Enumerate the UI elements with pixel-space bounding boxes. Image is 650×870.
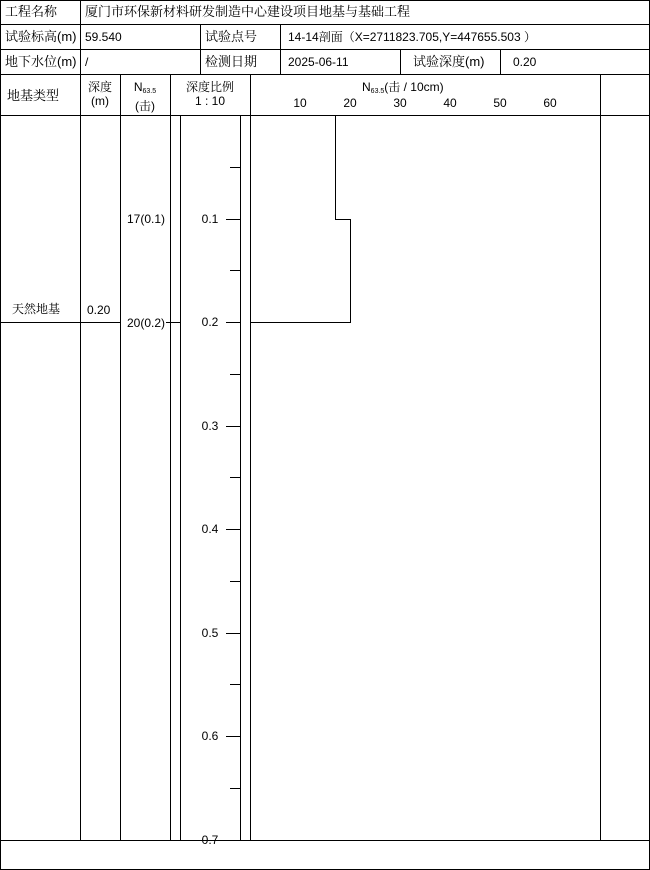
depth-tick-label-0.5: 0.5 (201, 625, 219, 640)
test-depth-value: 0.20 (513, 55, 537, 69)
depth-tick-label-0.7: 0.7 (201, 832, 219, 847)
chart-title-unit: (击 / 10cm) (384, 80, 444, 94)
blow-count-entry-1: 17(0.1) (127, 212, 166, 226)
test-date-value: 2025-06-11 (288, 55, 349, 69)
depth-header (80, 80, 120, 108)
groundwater-value: / (85, 55, 89, 69)
blow-count-entry-2: 20(0.2) (127, 316, 166, 330)
x-tick-label-60: 60 (543, 96, 557, 110)
depth-tick-label-0.4: 0.4 (201, 522, 219, 536)
depth-tick-label-0.1: 0.1 (201, 211, 219, 226)
x-tick-label-40: 40 (443, 96, 457, 110)
depth-header-title: 深度 (87, 80, 112, 94)
test-depth-label: 试验深度(m) (413, 54, 485, 69)
blow-count-unit: (击) (135, 99, 155, 113)
soil-type-header: 地基类型 (7, 88, 60, 103)
x-tick-label-10: 10 (293, 96, 307, 110)
test-date-label: 检测日期 (205, 54, 258, 69)
layer-bottom-depth: 0.20 (87, 303, 111, 317)
chart-title-symbol: N (362, 80, 371, 94)
blow-count-step-line (251, 116, 351, 323)
test-point-value: 14-14剖面（X=2711823.705,Y=447655.503 ） (288, 30, 536, 44)
blow-count-symbol: N (133, 80, 143, 94)
blow-count-subscript: 63.5 (142, 88, 157, 95)
depth-scale-ratio: 1 : 10 (194, 94, 226, 108)
x-tick-label-20: 20 (343, 96, 357, 110)
depth-tick-label-0.6: 0.6 (201, 729, 219, 743)
test-elevation-value: 59.540 (85, 30, 122, 44)
depth-tick-label-0.3: 0.3 (201, 418, 219, 433)
depth-scale-header (170, 80, 250, 108)
project-name-label: 工程名称 (5, 4, 58, 19)
chart-title-subscript: 63.5 (370, 88, 385, 95)
depth-scale-title: 深度比例 (185, 80, 234, 94)
test-elevation-label: 试验标高(m) (5, 29, 77, 44)
blow-count-header (120, 80, 170, 113)
depth-tick-label-0.2: 0.2 (201, 315, 219, 329)
x-tick-label-30: 30 (393, 96, 407, 110)
soil-layer-name: 天然地基 (12, 302, 61, 316)
test-point-label: 试验点号 (205, 29, 258, 44)
groundwater-label: 地下水位(m) (5, 54, 77, 69)
x-tick-label-50: 50 (493, 96, 507, 110)
depth-header-unit: (m) (91, 94, 109, 108)
project-name-value: 厦门市环保新材料研发制造中心建设项目地基与基础工程 (85, 4, 411, 19)
